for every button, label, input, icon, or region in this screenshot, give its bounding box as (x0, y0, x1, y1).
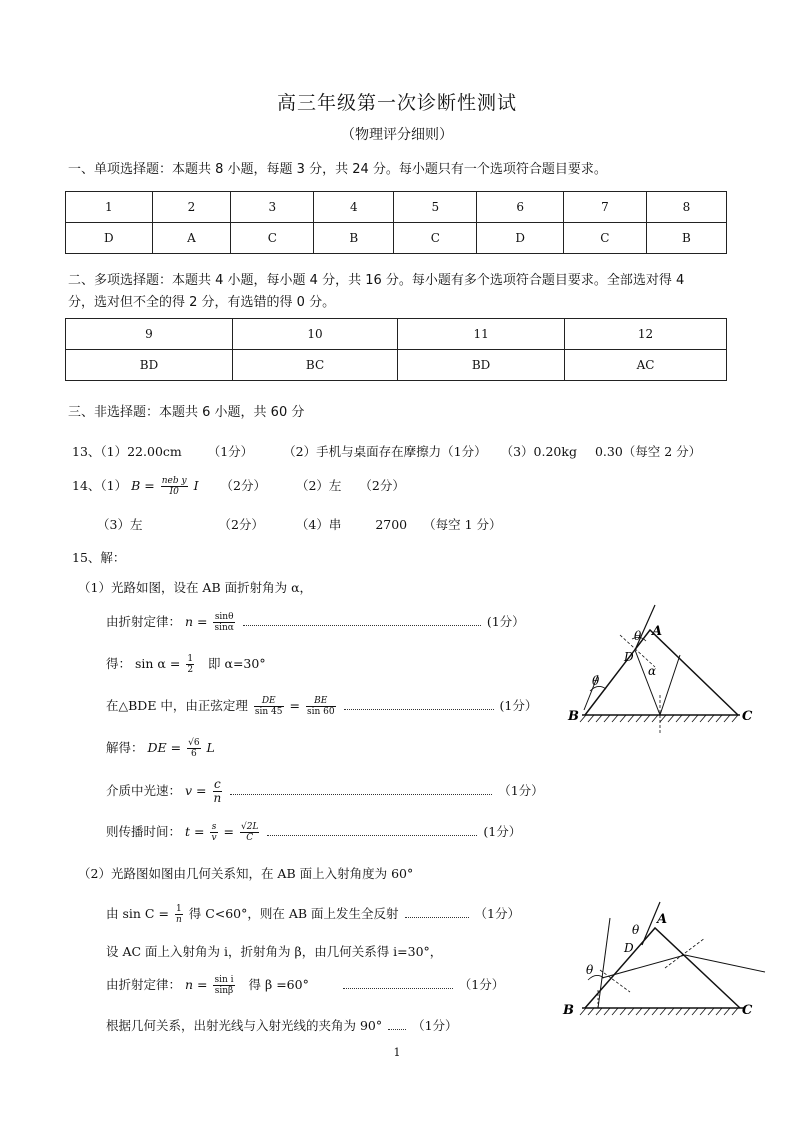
fraction-denominator: 2 (187, 665, 194, 675)
leader-dots (267, 834, 477, 836)
q15-label-time: 则传播时间： (106, 824, 182, 839)
q15-label-solve: 解得： (106, 740, 144, 755)
q14-answer4: （4）串 (295, 517, 342, 532)
section1-answer-table (65, 191, 727, 254)
q15-length-l: L (206, 740, 215, 755)
q15-fraction-de (254, 696, 284, 717)
fraction-denominator: C (246, 833, 254, 843)
fraction-numerator: 1 (187, 654, 194, 664)
section2-answer-table (65, 318, 727, 381)
table-cell: 3 (231, 192, 314, 223)
q15-de-eq: DE = (147, 740, 182, 755)
vertex-label-a: A (652, 624, 663, 639)
fraction-numerator: 1 (175, 904, 182, 914)
q15-part1-intro: （1）光路如图，设在 AB 面折射角为 α， (78, 580, 313, 595)
q15-label-get: 得： (106, 656, 132, 671)
angle-label-theta: θ (592, 674, 600, 688)
hatch-marks (580, 1008, 738, 1015)
table-cell: 5 (394, 192, 477, 223)
equals-sign: = (289, 698, 300, 713)
q15-de-result (106, 738, 215, 759)
vertex-label-c: C (742, 709, 753, 724)
q15-label-refraction: 由折射定律： (106, 977, 182, 992)
fraction-numerator: s (211, 822, 217, 832)
q14-line2 (97, 515, 502, 533)
table-cell: 7 (563, 192, 646, 223)
q15-time (106, 822, 521, 843)
page-subtitle: （物理评分细则） (341, 127, 453, 143)
internal-ray (602, 955, 685, 978)
fraction-numerator: √2L (241, 822, 259, 832)
fraction-numerator: √6 (188, 738, 200, 748)
table-row (66, 192, 727, 223)
table-cell: 4 (314, 192, 394, 223)
q15-label-refraction: 由折射定律： (106, 614, 182, 629)
q15-label-speed: 介质中光速： (106, 783, 182, 798)
q14-answer3: （3）左 (97, 517, 143, 532)
q15-refraction-law-2 (106, 975, 504, 996)
point-label-d: D (624, 650, 634, 664)
q15-sin-alpha: sin α = (135, 656, 181, 671)
q15-total-reflection: 得 C<60°，则在 AB 面上发生全反射 (188, 906, 399, 921)
table-row (66, 319, 727, 350)
table-row (66, 223, 727, 254)
leader-dots (243, 624, 481, 626)
leader-dots (344, 708, 494, 710)
q15-sin-c: sin C = (122, 906, 169, 921)
q15-fraction-n (213, 612, 234, 633)
leader-dots (343, 987, 453, 989)
q15-score: (1分） (486, 614, 525, 629)
prism-figure-1 (560, 595, 760, 770)
table-row (66, 350, 727, 381)
page-title: 高三年级第一次诊断性测试 (276, 92, 517, 114)
vertex-label-c: C (742, 1003, 753, 1018)
q15-fraction-be (306, 696, 336, 717)
q15-fraction-de-value (187, 738, 200, 759)
q15-score: （1分） (458, 977, 505, 992)
q15-label: 15、解： (72, 550, 126, 565)
reflected-ray (660, 655, 680, 715)
table-cell: BC (232, 350, 397, 381)
q14-current: I (193, 478, 199, 493)
q14-fraction (161, 476, 188, 497)
q15-score: （1分） (412, 1018, 458, 1033)
q15-sine-law (106, 696, 537, 717)
fraction-numerator: sin i (214, 975, 234, 985)
q14-score4: （每空 1 分） (423, 517, 502, 532)
q14-denominator: I0 (169, 487, 179, 497)
table-cell: AC (565, 350, 727, 381)
q15-v-eq: v = (185, 783, 207, 798)
q14-symbol-b: B (131, 478, 141, 493)
hatch-marks (580, 715, 738, 722)
table-cell: 9 (66, 319, 233, 350)
q15-final-text: 根据几何关系，出射光线与入射光线的夹角为 90° (106, 1018, 383, 1033)
q15-fraction-half (186, 654, 194, 675)
fraction-denominator: 6 (190, 749, 197, 759)
q15-critical-angle (106, 904, 520, 925)
fraction-denominator: sinβ (214, 986, 234, 996)
q15-n-eq: n = (185, 977, 208, 992)
table-cell: 11 (398, 319, 565, 350)
point-label-d: D (624, 941, 634, 955)
prism-outline (585, 630, 738, 715)
fraction-denominator: sinα (214, 623, 234, 633)
equals-sign: = (223, 824, 235, 839)
section2-heading-line2: 分，选对但不全的得 2 分，有选错的得 0 分。 (68, 295, 336, 310)
angle-label-theta: θ (634, 629, 642, 643)
section2-heading-line1: 二、多项选择题：本题共 4 小题，每小题 4 分，共 16 分。每小题有多个选项符合题目要求。全部选对得 4 (68, 273, 685, 288)
q14-score3: （2分） (218, 517, 264, 532)
vertex-label-b: B (563, 1003, 574, 1018)
q13-score1: （1分） (207, 444, 254, 459)
exit-ray (685, 955, 765, 972)
q15-refraction-law (106, 612, 525, 633)
q15-ac-incidence: 设 AC 面上入射角为 i，折射角为 β，由几何关系得 i=30°， (106, 944, 443, 959)
q14-line1 (72, 476, 405, 497)
leader-dots (388, 1028, 406, 1030)
vertex-label-a: A (657, 912, 668, 927)
table-cell: C (231, 223, 314, 254)
table-cell: B (314, 223, 394, 254)
fraction-numerator: c (214, 777, 221, 791)
q14-value4: 2700 (375, 517, 408, 532)
q15-fraction-sin-i (213, 975, 234, 996)
angle-label-theta: θ (586, 963, 594, 977)
section3-heading: 三、非选择题：本题共 6 小题，共 60 分 (68, 405, 305, 420)
section1-heading: 一、单项选择题：本题共 8 小题，每题 3 分，共 24 分。每小题只有一个选项符合题目要求。 (68, 162, 607, 177)
fraction-numerator: BE (306, 696, 336, 707)
q15-score: (1分） (499, 698, 538, 713)
q13-answer1: 13、（1）22.00cm (72, 444, 182, 459)
q15-beta-value: 得 β =60° (248, 977, 309, 992)
prism-figure-2 (560, 900, 770, 1025)
q15-n-eq: n = (185, 614, 208, 629)
prism-outline (585, 928, 740, 1008)
q15-light-speed (106, 778, 544, 805)
q15-label-sine-law: 在△BDE 中，由正弦定理 (106, 698, 248, 713)
q15-alpha-value: 即 α=30° (208, 656, 266, 671)
q14-numerator: neb y (161, 476, 187, 486)
q13-line (72, 442, 701, 460)
page-number: 1 (393, 1046, 401, 1059)
q15-fraction-one-n (175, 904, 183, 925)
table-cell: 2 (152, 192, 231, 223)
q15-label-by: 由 (106, 906, 119, 921)
q13-answer2: （2）手机与桌面存在摩擦力（1分） (283, 444, 487, 459)
table-cell: C (394, 223, 477, 254)
table-cell: 8 (646, 192, 726, 223)
fraction-numerator: DE (254, 696, 284, 707)
fraction-denominator: sin 45 (254, 707, 283, 717)
fraction-denominator: n (175, 915, 182, 925)
q14-answer2: （2）左 (295, 478, 342, 493)
table-cell: D (477, 223, 564, 254)
q13-answer3b: 0.30（每空 2 分） (594, 444, 702, 459)
q13-answer3: （3）0.20kg (500, 444, 577, 459)
angle-label-alpha: α (648, 664, 657, 678)
vertex-label-b: B (568, 709, 579, 724)
table-cell: 1 (66, 192, 153, 223)
q15-score: （1分） (498, 783, 544, 798)
table-cell: BD (66, 350, 233, 381)
fraction-denominator: v (211, 833, 217, 843)
fraction-denominator: sin 60 (306, 707, 335, 717)
fraction-denominator: n (213, 791, 222, 805)
incident-ray (598, 918, 610, 1008)
table-cell: 12 (565, 319, 727, 350)
q15-score: （1分） (474, 906, 520, 921)
table-cell: BD (398, 350, 565, 381)
q15-fraction-c-n (213, 778, 223, 805)
q15-part2-intro: （2）光路图如图由几何关系知，在 AB 面上入射角度为 60° (78, 866, 414, 881)
q14-score1: （2分） (220, 478, 266, 493)
leader-dots (230, 793, 492, 795)
fraction-numerator: sinθ (214, 612, 234, 622)
q14-equals: = (144, 478, 155, 493)
leader-dots (405, 916, 469, 918)
q14-score2: （2分） (359, 478, 405, 493)
table-cell: C (563, 223, 646, 254)
q14-prefix: 14、（1） (72, 478, 128, 493)
table-cell: 6 (477, 192, 564, 223)
table-cell: D (66, 223, 153, 254)
q15-final-angle (106, 1016, 458, 1034)
q15-score: (1分） (483, 824, 522, 839)
q15-fraction-s-v (210, 822, 217, 843)
q15-fraction-time-value (240, 822, 259, 843)
q15-alpha-result (106, 654, 266, 675)
table-cell: 10 (232, 319, 397, 350)
table-cell: B (646, 223, 726, 254)
table-cell: A (152, 223, 231, 254)
angle-label-theta: θ (632, 923, 640, 937)
q15-t-eq: t = (185, 824, 205, 839)
